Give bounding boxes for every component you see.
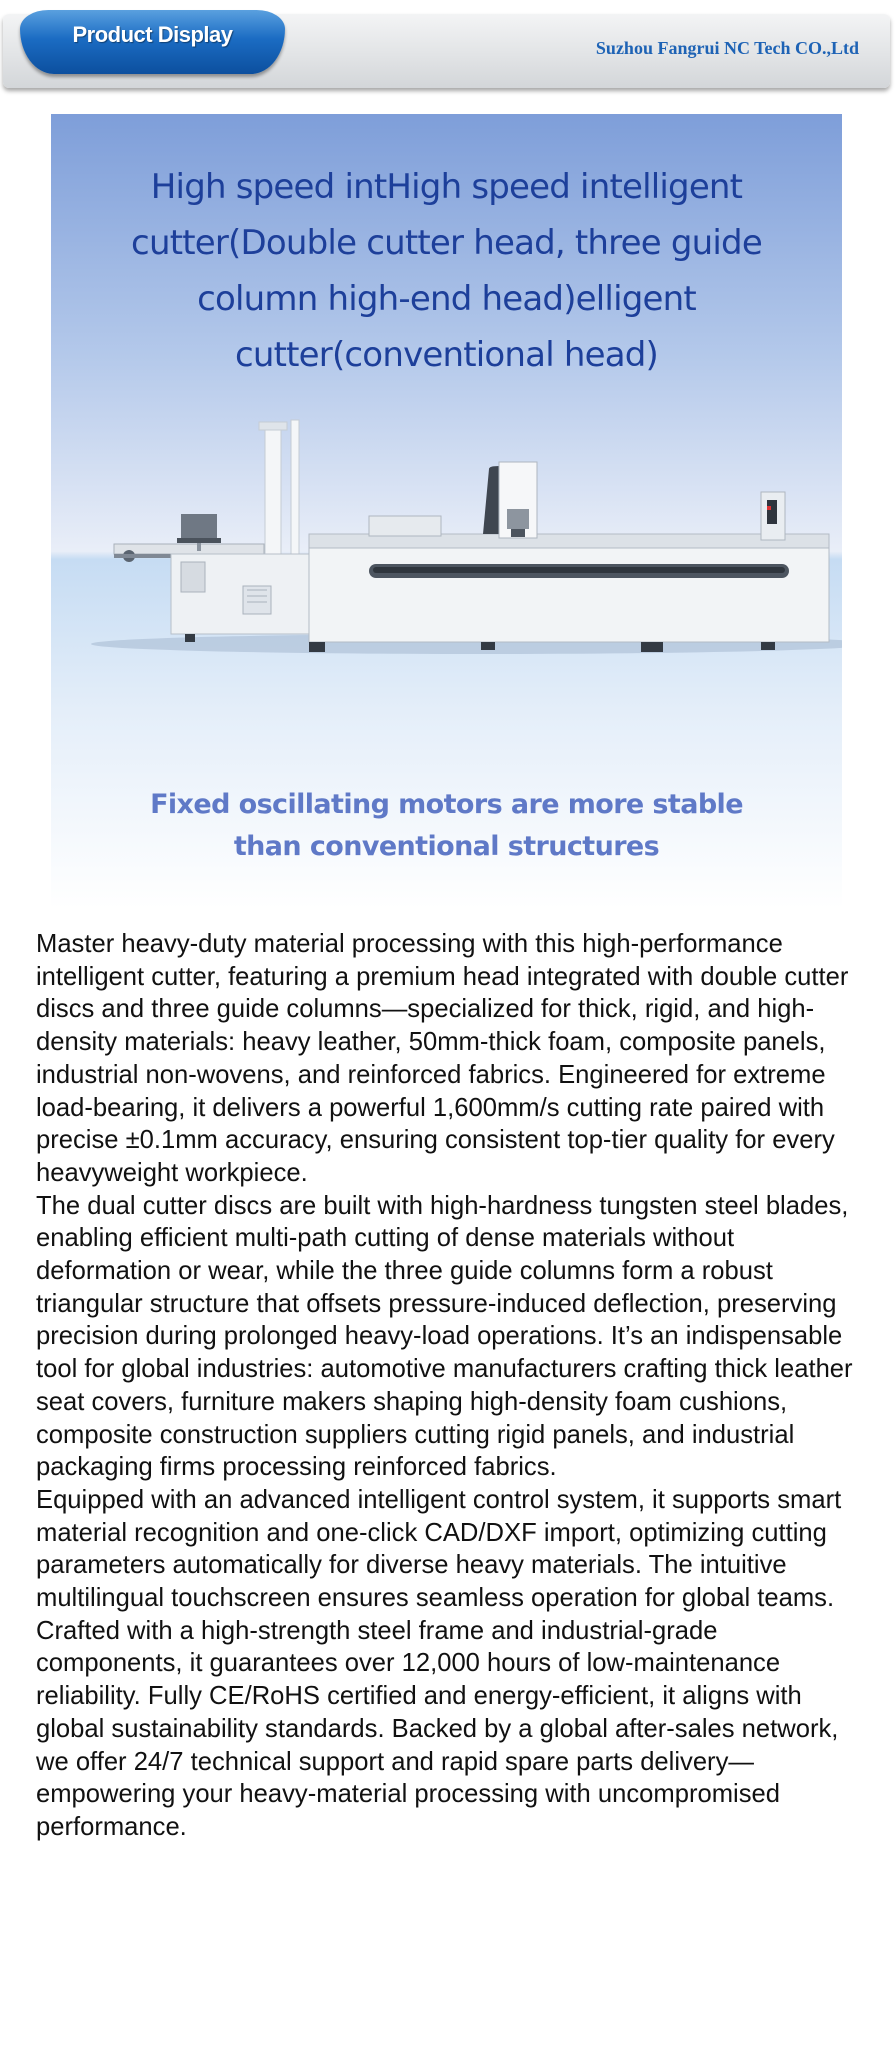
description-paragraph: Master heavy-duty material processing with this high-performance intelligent cutter, featuring a premium head integrated with double cutter discs and three guide columns—specialized for thick, rigid, and high-density materials: heavy leather, 50mm-thick foam, composite panels, industrial non-wovens, and reinforced fabrics. Engineered for extreme load-bearing, it delivers a powerful 1,600mm/s cutting rate paired with precise ±0.1mm accuracy, ensuring consistent top-tier quality for every heavyweight workpiece. — [36, 930, 849, 1187]
product-description — [36, 928, 866, 1844]
hero-caption-line: than conventional structures — [233, 831, 660, 862]
tab-label: Product Display — [72, 22, 233, 47]
hero-caption — [51, 784, 842, 868]
hero-title-line: High speed intHigh speed intelligent — [150, 167, 743, 207]
description-paragraph: The dual cutter discs are built with high-hardness tungsten steel blades, enabling efficient multi-path cutting of dense materials without deformation or wear, while the three guide columns form a robust triangular structure that offsets pressure-induced deflection, preserving precision during prolonged heavy-load operations. It’s an indispensable tool for global industries: automotive manufacturers crafting thick leather seat covers, furniture makers shaping high-density foam cushions, composite construction suppliers cutting rigid panels, and industrial packaging firms processing reinforced fabrics. — [36, 1191, 853, 1482]
hero-title-line: cutter(Double cutter head, three guide — [131, 223, 762, 263]
company-name: Suzhou Fangrui NC Tech CO.,Ltd — [595, 38, 859, 58]
hero-title-line: column high-end head)elligent — [197, 279, 696, 319]
hero-caption-line: Fixed oscillating motors are more stable — [150, 789, 743, 820]
product-image — [51, 114, 842, 909]
hero-title-line: cutter(conventional head) — [234, 335, 659, 375]
description-paragraph: Equipped with an advanced intelligent control system, it supports smart material recognition and one-click CAD/DXF import, optimizing cutting parameters automatically for diverse heavy materials. The intuitive multilingual touchscreen ensures seamless operation for global teams. Crafted with a high-strength steel frame and industrial-grade components, it guarantees over 12,000 hours of low-maintenance reliability. Fully CE/RoHS certified and energy-efficient, it aligns with global sustainability standards. Backed by a global after-sales network, we offer 24/7 technical support and rapid spare parts delivery—empowering your heavy-material processing with uncompromised performance. — [36, 1485, 842, 1841]
